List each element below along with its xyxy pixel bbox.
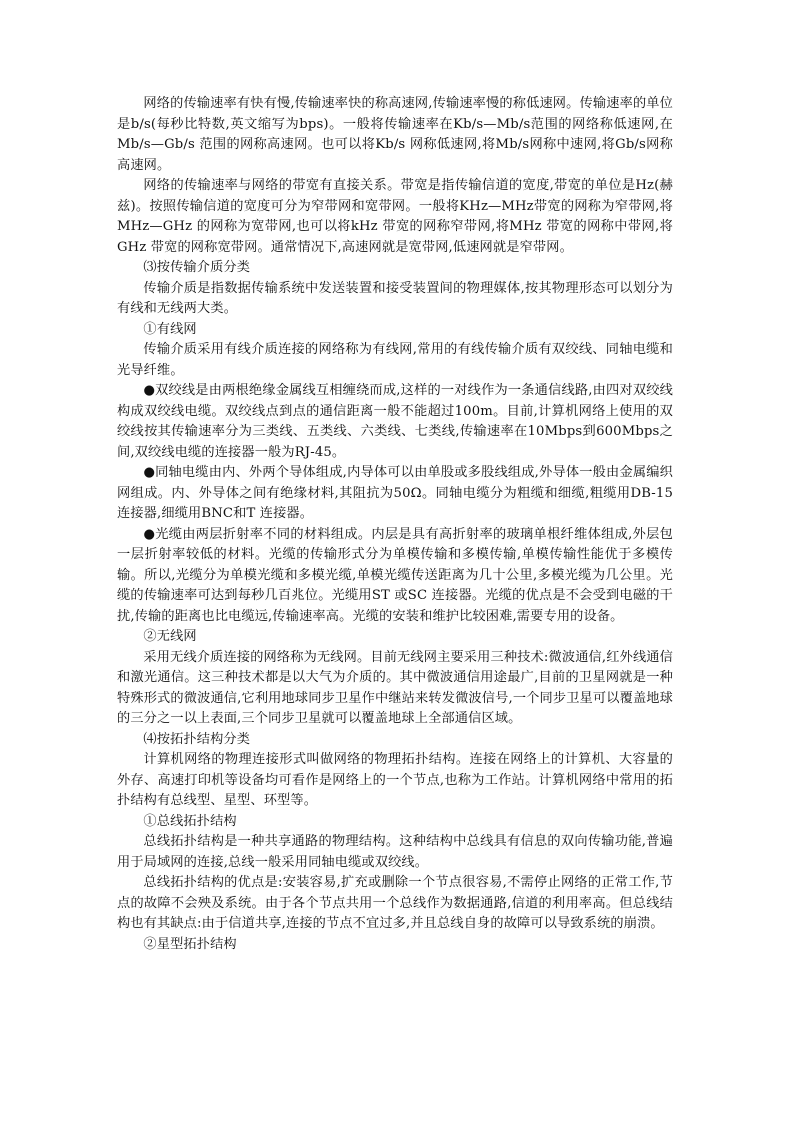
paragraph-bus-pros-cons: 总线拓扑结构的优点是:安装容易,扩充或删除一个节点很容易,不需停止网络的正常工作,节点的故障不会殃及系统。由于各个节点共用一个总线作为数据通路,信道的利用率高。但总线结构也有其缺点:由于信道共享,连接的节点不宜过多,并且总线自身的故障可以导致系统的崩溃。 xyxy=(117,875,673,931)
paragraph-twisted-pair: ●双绞线是由两根绝缘金属线互相缠绕而成,这样的一对线作为一条通信线路,由四对双绞线构成双绞线电缆。双绞线点到点的通信距离一般不能超过100m。目前,计算机网络上使用的双绞线按其传输速率分为三类线、五类线、六类线、七类线,传输速率在10Mbps到600Mbps之间,双绞线电缆的连接器一般为RJ-45。 xyxy=(117,383,673,460)
paragraph-transmission-rate: 网络的传输速率有快有慢,传输速率快的称高速网,传输速率慢的称低速网。传输速率的单位是b/s(每秒比特数,英文缩写为bps)。一般将传输速率在Kb/s—Mb/s范围的网络称低速网,在Mb/s—Gb/s 范围的网称高速网。也可以将Kb/s 网称低速网,将Mb/s网称中速网,将Gb/s网称高速网。 xyxy=(117,96,673,173)
paragraph-wired-network: 传输介质采用有线介质连接的网络称为有线网,常用的有线传输介质有双绞线、同轴电缆和光导纤维。 xyxy=(117,342,673,378)
paragraph-bus-topology: 总线拓扑结构是一种共享通路的物理结构。这种结构中总线具有信息的双向传输功能,普遍用于局域网的连接,总线一般采用同轴电缆或双绞线。 xyxy=(117,834,673,870)
paragraph-bandwidth: 网络的传输速率与网络的带宽有直接关系。带宽是指传输信道的宽度,带宽的单位是Hz(赫兹)。按照传输信道的宽度可分为窄带网和宽带网。一般将KHz—MHz带宽的网称为窄带网,将MHz—GHz 的网称为宽带网,也可以将kHz 带宽的网称窄带网,将MHz 带宽的网称中带网,将GHz 带宽的网称宽带网。通常情况下,高速网就是宽带网,低速网就是窄带网。 xyxy=(117,178,673,255)
heading-star-topology: ②星型拓扑结构 xyxy=(143,936,237,952)
paragraph-wireless-network: 采用无线介质连接的网络称为无线网。目前无线网主要采用三种技术:微波通信,红外线通信和激光通信。这三种技术都是以大气为介质的。其中微波通信用途最广,目前的卫星网就是一种特殊形式的微波通信,它利用地球同步卫星作中继站来转发微波信号,一个同步卫星可以覆盖地球的三分之一以上表面,三个同步卫星就可以覆盖地球上全部通信区域。 xyxy=(117,649,673,726)
heading-bus-topology: ①总线拓扑结构 xyxy=(143,813,237,829)
paragraph-topology-definition: 计算机网络的物理连接形式叫做网络的物理拓扑结构。连接在网络上的计算机、大容量的外存、高速打印机等设备均可看作是网络上的一个节点,也称为工作站。计算机网络中常用的拓扑结构有总线型、星型、环型等。 xyxy=(117,752,673,808)
heading-wireless-network: ②无线网 xyxy=(143,629,197,644)
paragraph-optical-fiber: ●光缆由两层折射率不同的材料组成。内层是具有高折射率的玻璃单根纤维体组成,外层包一层折射率较低的材料。光缆的传输形式分为单模传输和多模传输,单模传输性能优于多模传输。所以,光缆分为单模光缆和多模光缆,单模光缆传送距离为几十公里,多模光缆为几公里。光缆的传输速率可达到每秒几百兆位。光缆用ST 或SC 连接器。光缆的优点是不会受到电磁的干扰,传输的距离也比电缆远,传输速率高。光缆的安装和维护比较困难,需要专用的设备。 xyxy=(117,526,673,624)
heading-by-topology: ⑷按拓扑结构分类 xyxy=(143,731,251,747)
paragraph-medium-definition: 传输介质是指数据传输系统中发送装置和接受装置间的物理媒体,按其物理形态可以划分为有线和无线两大类。 xyxy=(117,280,673,316)
heading-by-medium: ⑶按传输介质分类 xyxy=(143,260,251,275)
paragraph-coaxial-cable: ●同轴电缆由内、外两个导体组成,内导体可以由单股或多股线组成,外导体一般由金属编织网组成。内、外导体之间有绝缘材料,其阻抗为50Ω。同轴电缆分为粗缆和细缆,粗缆用DB-15连接器,细缆用BNC和T 连接器。 xyxy=(117,465,673,521)
document-body xyxy=(117,94,673,955)
heading-wired-network: ①有线网 xyxy=(143,321,197,337)
